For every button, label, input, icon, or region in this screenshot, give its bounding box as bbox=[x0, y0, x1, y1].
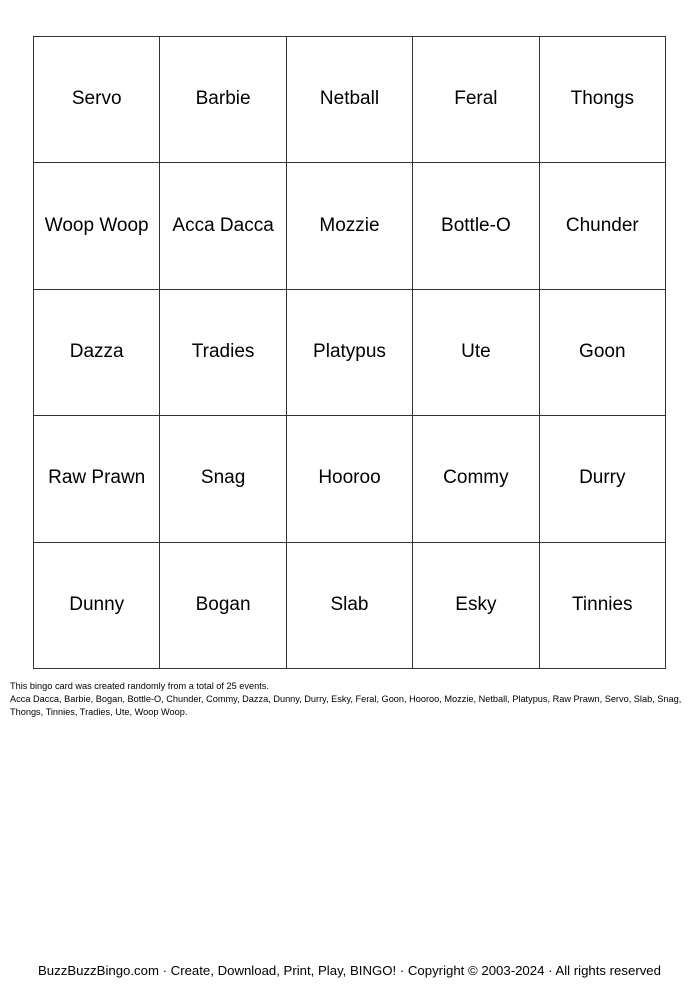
bingo-cell: Mozzie bbox=[287, 163, 413, 289]
bingo-cell: Platypus bbox=[287, 290, 413, 416]
bingo-cell: Feral bbox=[413, 37, 539, 163]
bingo-cell: Esky bbox=[413, 543, 539, 669]
bingo-cell: Goon bbox=[540, 290, 666, 416]
bingo-card-grid bbox=[33, 36, 666, 669]
bingo-cell: Hooroo bbox=[287, 416, 413, 542]
bingo-cell: Tinnies bbox=[540, 543, 666, 669]
event-list: Acca Dacca, Barbie, Bogan, Bottle-O, Chunder, Commy, Dazza, Dunny, Durry, Esky, Feral, Goon, Hooroo, Mozzie, Netball, Platypus, Raw Prawn, Servo, Slab, Snag, Thongs, Tinnies, Tradies, Ute, Woop Woop. bbox=[10, 694, 682, 717]
bingo-cell: Servo bbox=[34, 37, 160, 163]
bingo-cell: Snag bbox=[160, 416, 286, 542]
bingo-cell: Netball bbox=[287, 37, 413, 163]
bingo-cell: Bogan bbox=[160, 543, 286, 669]
bingo-cell: Tradies bbox=[160, 290, 286, 416]
bingo-cell: Raw Prawn bbox=[34, 416, 160, 542]
bingo-cell: Chunder bbox=[540, 163, 666, 289]
page-footer: BuzzBuzzBingo.com · Create, Download, Print, Play, BINGO! · Copyright © 2003-2024 · All rights reserved bbox=[38, 963, 661, 978]
bingo-cell: Slab bbox=[287, 543, 413, 669]
bingo-cell: Durry bbox=[540, 416, 666, 542]
bingo-cell: Woop Woop bbox=[34, 163, 160, 289]
bingo-cell: Barbie bbox=[160, 37, 286, 163]
bingo-cell: Commy bbox=[413, 416, 539, 542]
bingo-cell: Dunny bbox=[34, 543, 160, 669]
bingo-cell: Ute bbox=[413, 290, 539, 416]
card-info bbox=[10, 680, 690, 719]
bingo-cell: Dazza bbox=[34, 290, 160, 416]
bingo-cell: Acca Dacca bbox=[160, 163, 286, 289]
bingo-cell: Thongs bbox=[540, 37, 666, 163]
card-description: This bingo card was created randomly from a total of 25 events. bbox=[10, 681, 269, 691]
bingo-cell: Bottle-O bbox=[413, 163, 539, 289]
